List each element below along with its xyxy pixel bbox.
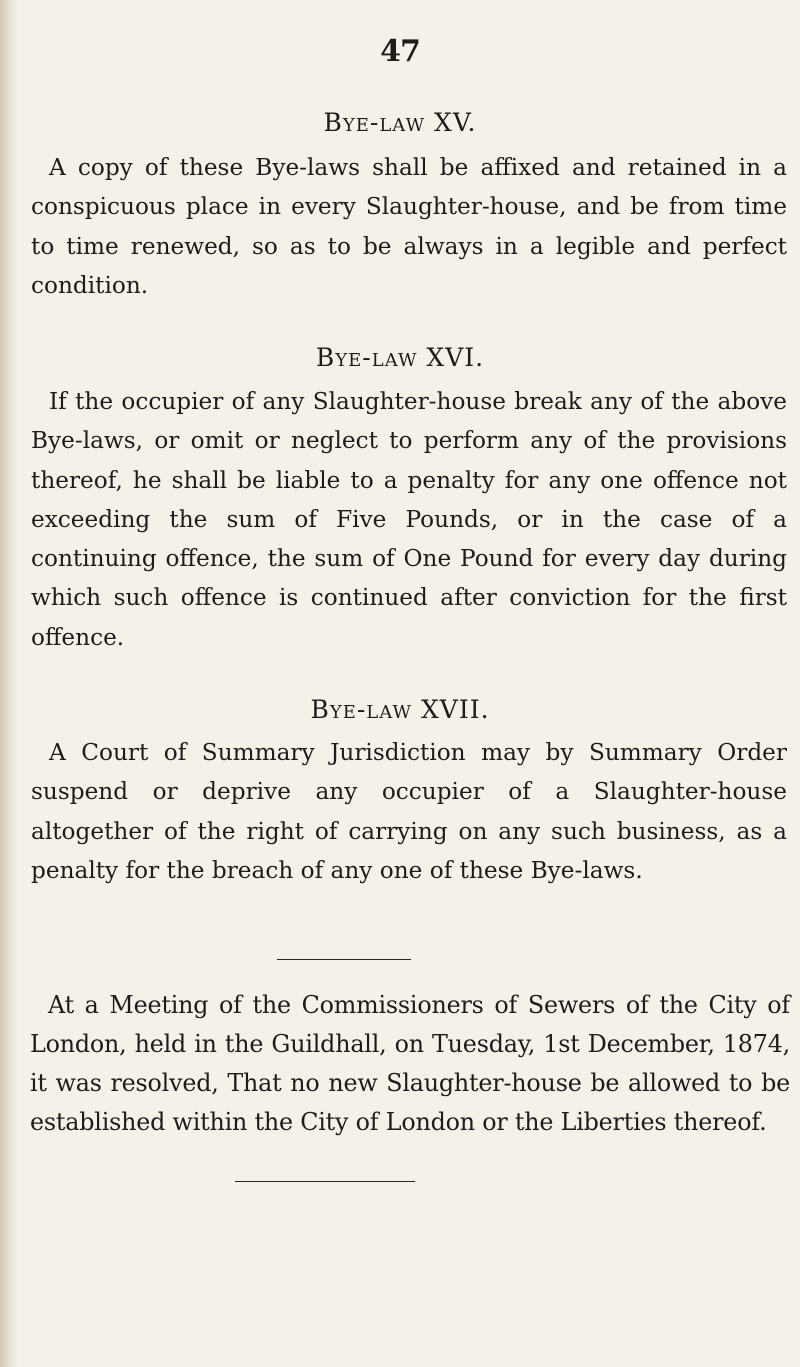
resolution-text: At a Meeting of the Commissioners of Sewers of the City of London, held in the Guildhall, on Tuesday, 1st December, 1874, it was resolved, That no new Slaughter-house be allowed to be established within the City of London or the Liberties thereof.	[30, 991, 790, 1136]
bye-law-xv-heading: Bye-law XV.	[323, 108, 477, 137]
bye-law-xvi-text: If the occupier of any Slaughter-house break any of the above Bye-laws, or omit or neglect to perform any of the provisions thereof, he shall be liable to a penalty for any one offence not exceeding the sum of Five Pounds, or in the case of a continuing offence, the sum of One Pound for every day during which such offence is continued after conviction for the first offence.	[31, 388, 787, 651]
bye-law-xvi-heading: Bye-law XVI.	[315, 343, 485, 372]
end-rule	[235, 1181, 415, 1182]
bye-law-xv-text: A copy of these Bye-laws shall be affixed and retained in a conspicuous place in every Slaughter-house, and be from time to time renewed, so as to be always in a legible and perfect condition.	[31, 154, 787, 299]
page-number: 47	[380, 34, 420, 69]
section-divider-rule	[277, 959, 411, 960]
bye-law-xvii-heading: Bye-law XVII.	[310, 695, 490, 724]
bye-law-xvii-text: A Court of Summary Jurisdiction may by Summary Order suspend or deprive any occupier of a Slaughter-house altogether of the right of carrying on any such business, as a penalty for the breach of any one of these Bye-laws.	[31, 739, 787, 884]
